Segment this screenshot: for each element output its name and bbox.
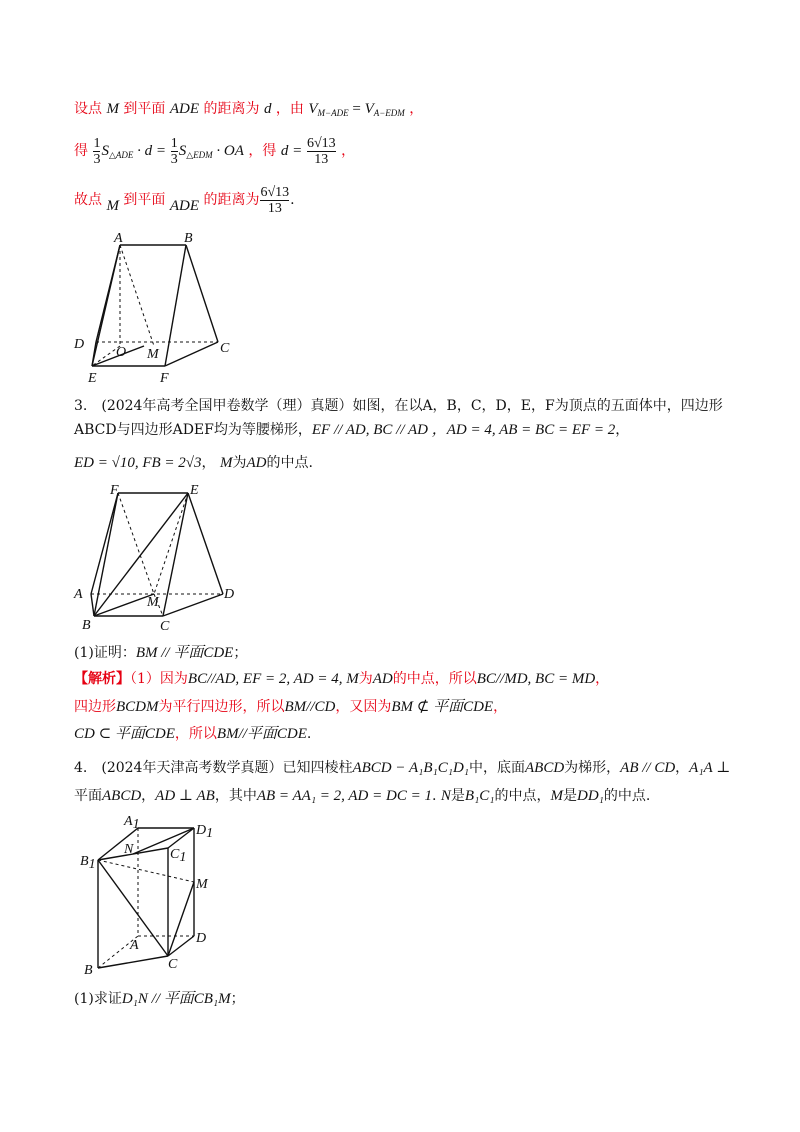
math-expr: AD xyxy=(372,671,393,687)
math-expr: ABCD − A₁B₁C₁D₁ xyxy=(352,760,469,776)
var-N: N xyxy=(440,788,451,804)
analysis-tag: 【解析】 xyxy=(74,671,130,687)
numerator: 6√13 xyxy=(306,135,336,151)
text: ，由 xyxy=(275,101,304,117)
problem-text: 是 xyxy=(563,788,578,804)
math-expr: BM ⊄ 平面CDE xyxy=(391,699,494,715)
edge-BC xyxy=(98,956,168,968)
figure-polyhedron-2 xyxy=(68,478,248,634)
problem-text: ， xyxy=(615,422,630,438)
solution-line-3 xyxy=(74,183,295,223)
problem-text: ， xyxy=(201,455,216,471)
text: ， xyxy=(341,143,356,159)
label-A: A xyxy=(74,587,83,602)
label-B: B xyxy=(184,231,193,246)
area-term xyxy=(179,143,244,159)
denominator: 13 xyxy=(260,200,289,216)
edge-ED xyxy=(188,493,223,594)
math-expr: D₁N // 平面CB₁M xyxy=(121,991,231,1007)
question-text: (1)证明： xyxy=(74,645,136,661)
problem4-line-1 xyxy=(74,759,730,777)
label-C: C xyxy=(220,341,230,356)
text: ，所以 xyxy=(174,726,217,742)
solution3-line-2 xyxy=(74,698,507,716)
problem-text: ABCD与四边形ADEF均为等腰梯形， xyxy=(74,422,312,438)
text: 得 xyxy=(74,143,88,159)
edge-CM xyxy=(168,882,194,956)
var-d: d = xyxy=(280,143,306,159)
math-expr: BC//AD, EF = 2, AD = 4, M xyxy=(187,671,359,687)
label-letter: D xyxy=(196,823,207,838)
solution-line-1 xyxy=(74,100,423,122)
var-M: M xyxy=(550,788,564,804)
problem4-question-1 xyxy=(74,990,245,1008)
subscript: △ADE xyxy=(108,150,134,160)
problem3-line-3 xyxy=(74,454,313,472)
label-letter: C xyxy=(170,847,180,862)
text: ，又因为 xyxy=(335,699,392,715)
math-expr: EF // AD, BC // AD ， xyxy=(311,422,447,438)
math-expr: AB = AA₁ = 2, AD = DC = 1 xyxy=(256,788,432,804)
text: 为 xyxy=(358,671,373,687)
edge-EC xyxy=(163,493,188,616)
label-A: A xyxy=(114,231,123,246)
label-E: E xyxy=(190,483,199,498)
text: 为平行四边形，所以 xyxy=(158,699,285,715)
text: ， xyxy=(409,101,424,117)
text: ， xyxy=(595,671,610,687)
var-plane: ADE xyxy=(169,198,200,214)
var-M: M xyxy=(106,198,119,214)
text: 到平面 xyxy=(123,192,166,208)
var-M: M xyxy=(106,101,119,117)
edge-BC xyxy=(186,245,218,342)
hidden-AM xyxy=(120,245,154,346)
text: 设点 xyxy=(74,101,102,117)
edge-FA xyxy=(91,493,118,594)
math-expr: BM//平面CDE xyxy=(216,726,307,742)
problem-text: ，其中 xyxy=(214,788,257,804)
problem3-line-2 xyxy=(74,421,629,439)
fraction xyxy=(260,185,289,216)
label-letter: B xyxy=(80,854,89,869)
denominator: 3 xyxy=(93,151,101,167)
numerator: 6√13 xyxy=(260,184,290,200)
var-V: V xyxy=(364,101,374,117)
math-expr: BCDM xyxy=(116,699,159,715)
problem-text: 的中点， xyxy=(494,788,551,804)
label-E: E xyxy=(88,371,97,386)
label-A: A xyxy=(130,938,139,953)
label-subscript: 1 xyxy=(88,857,96,872)
label-M: M xyxy=(147,347,159,362)
text: 的距离为 xyxy=(203,192,260,208)
text: 的距离为 xyxy=(203,101,260,117)
problem-text: 为 xyxy=(232,455,247,471)
label-M: M xyxy=(147,595,159,610)
var-plane: ADE xyxy=(169,101,200,117)
problem-text: 中，底面 xyxy=(469,760,525,776)
problem-text: 为梯形， xyxy=(564,760,621,776)
question-text: ； xyxy=(230,991,245,1007)
edge-BF xyxy=(165,245,186,366)
fraction xyxy=(171,136,178,167)
label-subscript: 1 xyxy=(132,817,140,832)
problem3-line-1 xyxy=(74,397,723,415)
math-expr: B₁C₁ xyxy=(464,788,495,804)
problem-text: 4. (2024年天津高考数学真题）已知四棱柱 xyxy=(74,760,353,776)
math-expr: AB // CD xyxy=(620,760,676,776)
fraction xyxy=(93,136,100,167)
problem-text: ， xyxy=(675,760,690,776)
text: . xyxy=(306,726,312,742)
question-text: (1)求证 xyxy=(74,991,122,1007)
subscript: A−EDM xyxy=(373,108,405,118)
math-expr: CD ⊂ 平面CDE xyxy=(74,726,175,742)
label-letter: A xyxy=(124,814,133,829)
label-subscript: 1 xyxy=(179,850,187,865)
text: . xyxy=(290,192,295,208)
problem3-question-1 xyxy=(74,644,247,662)
math-expr: BC//MD, BC = MD xyxy=(476,671,596,687)
text: 的中点，所以 xyxy=(392,671,477,687)
math-expr: AD xyxy=(246,455,267,471)
numerator: 1 xyxy=(170,135,178,151)
math-expr: ED = √10, FB = 2√3 xyxy=(74,455,202,471)
problem-text: 是 xyxy=(450,788,465,804)
problem-text: ， xyxy=(141,788,156,804)
text: （1）因为 xyxy=(130,671,188,687)
edge-FB xyxy=(94,493,118,616)
math-expr: ABCD xyxy=(525,760,565,776)
figure-prism xyxy=(72,808,222,980)
label-C1 xyxy=(170,847,186,865)
expr: · d = xyxy=(133,143,170,159)
subscript: △EDM xyxy=(186,150,213,160)
edge-CD xyxy=(163,594,223,616)
label-B: B xyxy=(82,618,91,633)
volume-expression xyxy=(308,101,404,117)
math-expr: BM//CD xyxy=(284,699,336,715)
text: ，得 xyxy=(248,143,277,159)
problem-text: . xyxy=(431,788,437,804)
denominator: 13 xyxy=(307,151,336,167)
edge-AB xyxy=(91,594,94,616)
solution-line-2 xyxy=(74,134,355,172)
math-expr: AD = 4, AB = BC = EF = 2 xyxy=(446,422,616,438)
label-M: M xyxy=(196,877,208,892)
math-expr: A₁A ⊥ xyxy=(689,760,731,776)
subscript: M−ADE xyxy=(317,108,349,118)
expr: · OA xyxy=(212,143,244,159)
edge-FC xyxy=(165,342,218,366)
var-d: d xyxy=(263,101,272,117)
math-expr: ABCD xyxy=(102,788,142,804)
label-D: D xyxy=(74,337,85,352)
text: 四边形 xyxy=(74,699,116,715)
label-C: C xyxy=(160,619,170,634)
problem-text: 平面 xyxy=(74,788,102,804)
label-O: O xyxy=(116,345,127,360)
solution3-line-1 xyxy=(74,670,609,688)
problem-text: 的中点. xyxy=(266,455,313,471)
var-M: M xyxy=(219,455,233,471)
denominator: 3 xyxy=(170,151,178,167)
label-F: F xyxy=(160,371,169,386)
label-F: F xyxy=(110,483,119,498)
label-B1 xyxy=(80,854,96,872)
equals: = xyxy=(348,101,365,117)
var-S: S xyxy=(178,143,187,159)
label-D1 xyxy=(195,823,213,841)
label-subscript: 1 xyxy=(206,826,214,841)
area-term xyxy=(101,143,169,159)
label-D: D xyxy=(224,587,235,602)
problem4-line-2 xyxy=(74,787,650,805)
math-expr: DD₁ xyxy=(577,788,604,804)
solution3-line-3 xyxy=(74,725,311,743)
problem-text: 的中点. xyxy=(603,788,651,804)
fraction xyxy=(307,136,336,167)
label-N: N xyxy=(124,842,134,857)
label-D: D xyxy=(196,931,207,946)
math-expr: AD ⊥ AB xyxy=(155,788,215,804)
numerator: 1 xyxy=(93,135,101,151)
var-V: V xyxy=(308,101,318,117)
label-B: B xyxy=(84,963,93,978)
problem-text: 3. (2024年高考全国甲卷数学（理）真题）如图，在以A，B，C，D，E，F为顶点的五面体中，四边形 xyxy=(74,398,723,414)
var-S: S xyxy=(101,143,109,159)
figure-polyhedron-1 xyxy=(68,228,248,386)
label-A1 xyxy=(123,814,140,832)
edge-EB xyxy=(94,493,188,616)
text: 故点 xyxy=(74,192,102,208)
text: ， xyxy=(493,699,508,715)
text: 到平面 xyxy=(123,101,166,117)
question-text: ； xyxy=(233,645,248,661)
label-C: C xyxy=(168,957,178,972)
math-expr: BM // 平面CDE xyxy=(135,645,234,661)
